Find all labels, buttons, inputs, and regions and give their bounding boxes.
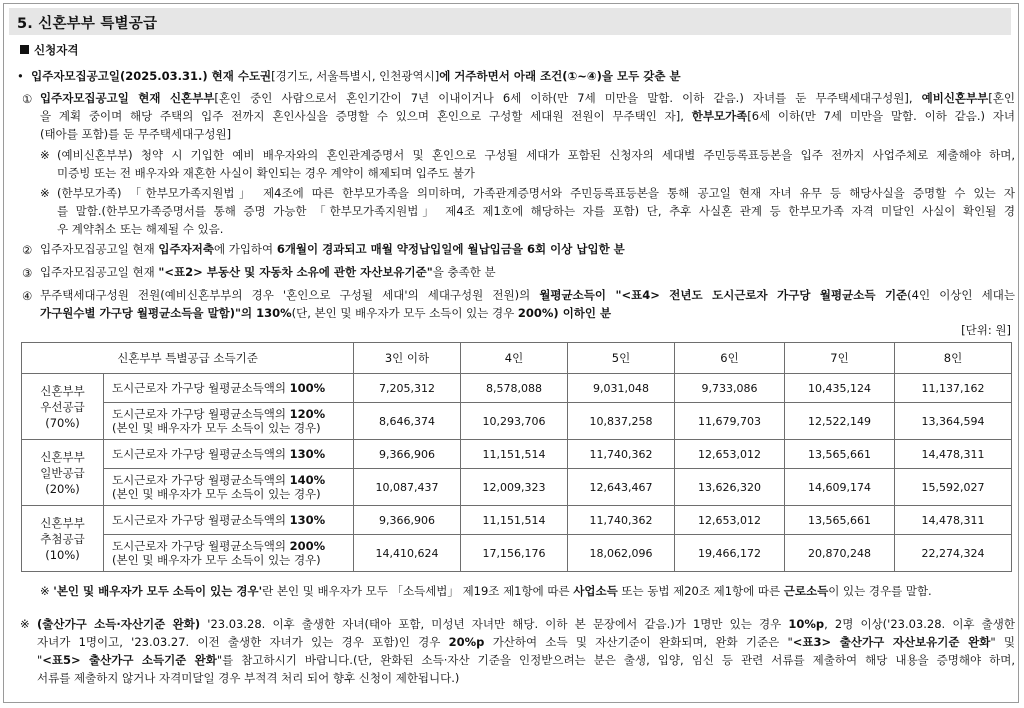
tn-c: 사업소득 [573, 584, 618, 598]
tn-b: 란 본인 및 배우자가 모두 「소득세법」 제19조 제1항에 따른 [262, 584, 574, 598]
bottom-note-line-2 [37, 633, 1015, 651]
tn-e: 근로소득 [783, 584, 829, 598]
bottom-note-mark: ※ [20, 617, 30, 631]
income-value-cell: 10,087,437 [354, 469, 461, 506]
bn-l2b: 20%p [448, 635, 485, 649]
criteria-note: (본인 및 배우자가 모두 소득이 있는 경우) [112, 421, 321, 435]
table-row [22, 374, 1012, 403]
tn-f: 이 있는 경우를 말함. [828, 584, 932, 598]
income-value-cell: 11,679,703 [675, 403, 785, 440]
subheading [20, 42, 78, 58]
c4-l2a: 가구원수별 가구당 월평균소득을 말함)"의 130% [40, 306, 292, 320]
table-row [22, 403, 1012, 440]
criteria-text: 도시근로자 가구당 월평균소득액의 [112, 513, 290, 527]
bottom-note-line-3 [37, 651, 1015, 669]
supply-group-label: (20%) [45, 481, 80, 496]
condition-4-line-2 [40, 304, 611, 322]
bn-l1c: 10%p [788, 617, 825, 631]
criteria-text: 도시근로자 가구당 월평균소득액의 [112, 539, 290, 553]
criteria-label-cell [104, 535, 354, 572]
table-row [22, 469, 1012, 506]
c4-l2b: (단, 본인 및 배우자가 모두 소득이 있는 경우 [291, 306, 518, 320]
bn-l1a: (출산가구 소득·자산기준 완화) [37, 617, 201, 631]
criteria-label-cell [104, 440, 354, 469]
supply-group-label: 추첨공급 [40, 531, 85, 546]
criteria-percent: 120% [289, 407, 326, 421]
income-value-cell: 13,626,320 [675, 469, 785, 506]
note-2-line-1: (한부모가족) 「한부모가족지원법」 제4조에 따른 한부모가족을 의미하며, 가족관계증명서와 주민등록표등본을 통해 공고일 현재 자녀 유무 등 해당사실을 증명할 수 있는 자 [57, 186, 1015, 200]
bn-l2a: 자녀가 1명이고, '23.03.27. 이전 출생한 자녀가 있는 경우 포함)인 경우 [37, 635, 449, 649]
supply-group-label: (70%) [45, 415, 80, 430]
table-header-cell: 3인 이하 [354, 343, 461, 374]
condition-1-line-2 [40, 107, 1015, 125]
note-1-line-2: 미증빙 또는 전 배우자와 재혼한 사실이 확인되는 경우 계약이 해제되며 입주도 불가 [57, 166, 475, 180]
note-2-line-2: 를 말함.(한부모가족증명서를 통해 증명 가능한 「한부모가족지원법」 제4조 제1호에 해당하는 자를 포함) 단, 추후 사실혼 관계 등 한부모가족 자격 미달인 사실이 확인될 경 [57, 204, 1015, 218]
condition-1-number: ① [22, 92, 33, 106]
criteria-text: 도시근로자 가구당 월평균소득액의 [112, 381, 290, 395]
criteria-label-cell [104, 403, 354, 440]
income-value-cell: 11,740,362 [568, 506, 675, 535]
income-value-cell: 11,137,162 [895, 374, 1012, 403]
criteria-percent: 200% [289, 539, 326, 553]
criteria-percent: 140% [289, 473, 326, 487]
bn-l3c: "를 참고하시기 바랍니다.(단, 완화된 소득·자산 기준을 인정받으려는 분은 출생, 입양, 임신 등 관련 서류를 제출하여 해당 내용을 증명해야 하며, [216, 653, 1015, 667]
condition-4-number: ④ [22, 289, 33, 303]
c2-a: 입주자모집공고일 현재 [40, 242, 159, 256]
income-value-cell: 9,031,048 [568, 374, 675, 403]
criteria-percent: 130% [289, 447, 326, 461]
income-value-cell: 19,466,172 [675, 535, 785, 572]
income-value-cell: 9,733,086 [675, 374, 785, 403]
income-value-cell: 7,205,312 [354, 374, 461, 403]
table-header-cell: 5인 [568, 343, 675, 374]
criteria-text: 도시근로자 가구당 월평균소득액의 [112, 473, 290, 487]
intro-line [17, 67, 681, 85]
intro-part-3: 에 거주하면서 아래 조건(①~④)을 모두 갖춘 분 [439, 69, 681, 83]
criteria-label-cell [104, 374, 354, 403]
note-1-line-1: (예비신혼부부) 청약 시 기입한 예비 배우자와의 혼인관계증명서 및 혼인으로 구성될 세대가 포함된 신청자의 세대별 주민등록표등본을 입주 전까지 사업주체로 제출해야 하며, [57, 148, 1015, 162]
table-row [22, 535, 1012, 572]
income-criteria-table [21, 342, 1012, 572]
income-value-cell: 12,643,467 [568, 469, 675, 506]
income-value-cell: 13,565,661 [785, 506, 895, 535]
income-value-cell: 9,366,906 [354, 506, 461, 535]
c1-l1a: 입주자모집공고일 현재 신혼부부 [40, 91, 215, 105]
income-value-cell: 8,646,374 [354, 403, 461, 440]
note-2-line-3: 우 계약취소 또는 해제될 수 있음. [57, 222, 224, 236]
table-body [22, 374, 1012, 572]
bn-l1b: '23.03.28. 이후 출생한 자녀(태아 포함, 미성년 자녀만 해당. 이하 본 문장에서 같음.)가 1명만 있는 경우 [200, 617, 789, 631]
criteria-note: (본인 및 배우자가 모두 소득이 있는 경우) [112, 553, 321, 567]
c1-l1d: [혼인 [988, 91, 1015, 105]
criteria-note: (본인 및 배우자가 모두 소득이 있는 경우) [112, 487, 321, 501]
income-value-cell: 10,837,258 [568, 403, 675, 440]
income-value-cell: 12,653,012 [675, 506, 785, 535]
income-value-cell: 12,009,323 [461, 469, 568, 506]
criteria-label [112, 407, 353, 421]
supply-group-label: 신혼부부 [40, 449, 85, 464]
criteria-text: 도시근로자 가구당 월평균소득액의 [112, 407, 290, 421]
table-header-cell: 7인 [785, 343, 895, 374]
criteria-label-cell [104, 469, 354, 506]
condition-1-line-1 [40, 89, 1015, 107]
c1-l1b: [혼인 중인 사람으로서 혼인기간이 7년 이내이거나 6세 이하(만 7세 미만을 말함. 이하 같음.) 자녀를 둔 무주택세대구성원], [214, 91, 913, 105]
table-row [22, 506, 1012, 535]
supply-group-cell [22, 506, 104, 572]
bullet-icon: • [17, 69, 24, 83]
c1-l2a: 을 계획 중이며 해당 주택의 입주 전까지 혼인사실을 증명할 수 있으며 혼인으로 구성할 세대원 전원이 무주택인 자], [40, 109, 684, 123]
criteria-text: 도시근로자 가구당 월평균소득액의 [112, 447, 290, 461]
income-value-cell: 13,565,661 [785, 440, 895, 469]
criteria-label [112, 539, 353, 553]
income-value-cell: 13,364,594 [895, 403, 1012, 440]
subheading-text: 신청자격 [34, 43, 79, 57]
condition-2-number: ② [22, 243, 33, 257]
income-value-cell: 12,522,149 [785, 403, 895, 440]
table-header-cell: 8인 [895, 343, 1012, 374]
c2-d: 6개월이 경과되고 매월 약정납입일에 월납입금을 6회 이상 납입한 분 [276, 242, 625, 256]
c4-l1b: 월평균소득이 "<표4> 전년도 도시근로자 가구당 월평균소득 기준 [539, 288, 908, 302]
table-note [40, 582, 932, 600]
c3-b: "<표2> 부동산 및 자동차 소유에 관한 자산보유기준" [158, 265, 433, 279]
c1-l1c: 예비신혼부부 [921, 91, 989, 105]
intro-part-1: 입주자모집공고일(2025.03.31.) 현재 수도권 [31, 69, 272, 83]
bn-l2d: <표3> 출산가구 자산보유기준 완화 [792, 635, 991, 649]
income-value-cell: 18,062,096 [568, 535, 675, 572]
income-value-cell: 11,740,362 [568, 440, 675, 469]
income-value-cell: 11,151,514 [461, 440, 568, 469]
criteria-label [112, 473, 353, 487]
criteria-label-cell [104, 506, 354, 535]
c3-c: 을 충족한 분 [432, 265, 496, 279]
supply-group-cell [22, 374, 104, 440]
supply-group-cell [22, 440, 104, 506]
income-value-cell: 14,609,174 [785, 469, 895, 506]
c1-l2c: [6세 이하(만 7세 미만을 말함. 이하 같음.) 자녀 [747, 109, 1015, 123]
criteria-percent: 100% [289, 381, 326, 395]
income-value-cell: 11,151,514 [461, 506, 568, 535]
income-value-cell: 14,410,624 [354, 535, 461, 572]
intro-part-2: [경기도, 서울특별시, 인천광역시] [271, 69, 440, 83]
income-value-cell: 14,478,311 [895, 440, 1012, 469]
condition-2-text [40, 240, 625, 258]
table-header-cell: 6인 [675, 343, 785, 374]
supply-group-label: 우선공급 [40, 399, 85, 414]
section-header-bar [9, 8, 1011, 35]
bottom-note-line-1 [37, 615, 1015, 633]
income-value-cell: 10,435,124 [785, 374, 895, 403]
supply-group-label: 신혼부부 [40, 383, 85, 398]
table-note-mark: ※ [40, 584, 50, 598]
income-value-cell: 10,293,706 [461, 403, 568, 440]
c2-b: 입주자저축 [158, 242, 214, 256]
table-header-row [22, 343, 1012, 374]
note-2-mark: ※ [40, 186, 50, 200]
criteria-label [112, 381, 353, 395]
square-bullet-icon [20, 45, 29, 54]
criteria-percent: 130% [289, 513, 326, 527]
section-title: 5. 신혼부부 특별공급 [17, 16, 158, 32]
tn-a: '본인 및 배우자가 모두 소득이 있는 경우' [53, 584, 263, 598]
condition-3-number: ③ [22, 266, 33, 280]
tn-d: 또는 동법 제20조 제1항에 따른 [617, 584, 784, 598]
condition-1-line-3: (태아를 포함)를 둔 무주택세대구성원] [40, 127, 232, 141]
table-row [22, 440, 1012, 469]
bn-l3b: <표5> 출산가구 소득기준 완화 [42, 653, 217, 667]
income-value-cell: 14,478,311 [895, 506, 1012, 535]
unit-label: [단위: 원] [961, 323, 1011, 337]
income-value-cell: 8,578,088 [461, 374, 568, 403]
criteria-label [112, 513, 353, 527]
condition-4-line-1 [40, 286, 1015, 304]
bn-l1d: , 2명 이상('23.03.28. 이후 출생한 [824, 617, 1015, 631]
c4-l2d: 이하인 분 [558, 306, 612, 320]
supply-group-label: (10%) [45, 547, 80, 562]
supply-group-label: 신혼부부 [40, 515, 85, 530]
c3-a: 입주자모집공고일 현재 [40, 265, 159, 279]
income-value-cell: 22,274,324 [895, 535, 1012, 572]
criteria-label [112, 447, 353, 461]
bn-l2e: " 및 [990, 635, 1015, 649]
bn-l3a: " [37, 653, 43, 667]
bn-l2c: 가산하여 소득 및 자산기준이 완화되며, 완화 기준은 " [484, 635, 793, 649]
table-header-cell: 신혼부부 특별공급 소득기준 [22, 343, 354, 374]
c4-l1c: (4인 이상인 세대는 [907, 288, 1015, 302]
income-value-cell: 17,156,176 [461, 535, 568, 572]
c2-c: 에 가입하여 [213, 242, 277, 256]
condition-3-text [40, 263, 496, 281]
income-value-cell: 20,870,248 [785, 535, 895, 572]
income-value-cell: 15,592,027 [895, 469, 1012, 506]
table-header-cell: 4인 [461, 343, 568, 374]
supply-group-label: 일반공급 [40, 465, 85, 480]
c1-l2b: 한부모가족 [691, 109, 748, 123]
c4-l1a: 무주택세대구성원 전원(예비신혼부부의 경우 '혼인으로 구성될 세대'의 세대구성원 전원)의 [40, 288, 540, 302]
c4-l2c: 200%) [517, 306, 559, 320]
income-value-cell: 12,653,012 [675, 440, 785, 469]
income-value-cell: 9,366,906 [354, 440, 461, 469]
note-1-mark: ※ [40, 148, 50, 162]
bottom-note-line-4: 서류를 제출하지 않거나 자격미달일 경우 부적격 처리 되어 향후 신청이 제한됩니다.) [37, 671, 460, 685]
